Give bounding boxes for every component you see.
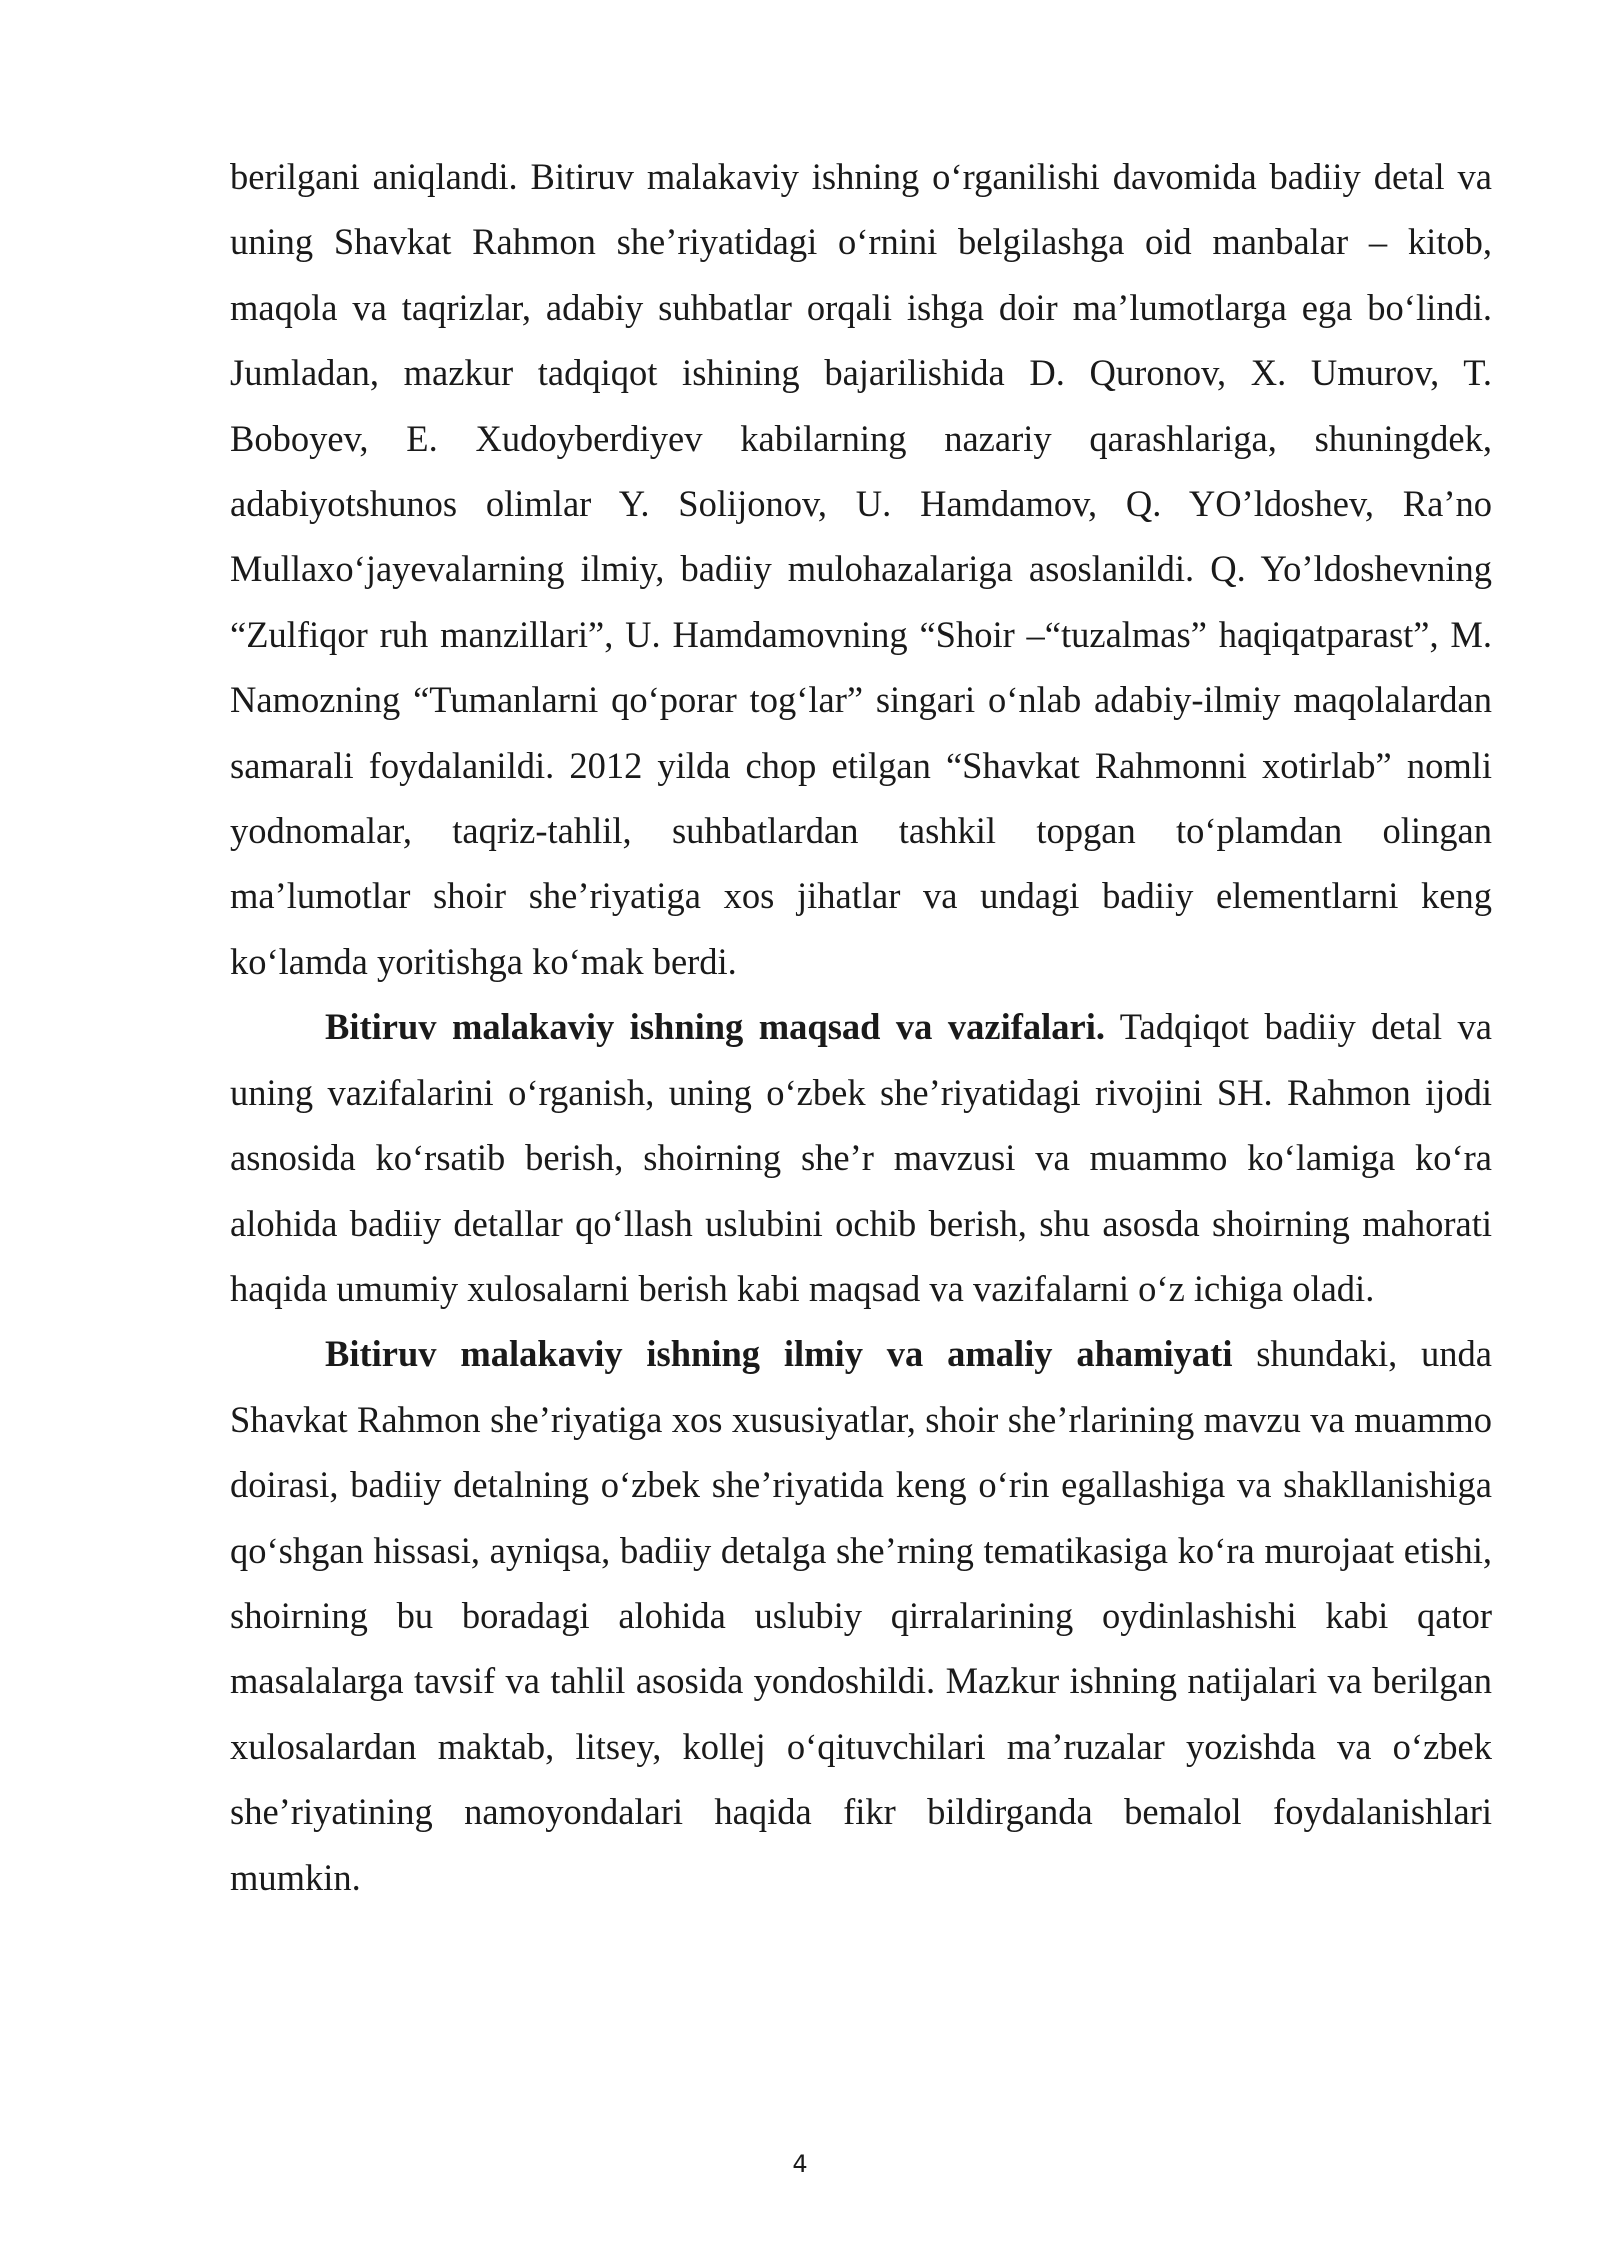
paragraph-goals — [230, 994, 1492, 1321]
paragraph-significance — [230, 1321, 1492, 1910]
paragraph-text: Tadqiqot badiiy detal va uning vazifalarini o‘rganish, uning o‘zbek she’riyatidagi rivojini SH. Rahmon ijodi asnosida ko‘rsatib berish, shoirning she’r mavzusi va muammo ko‘lamiga ko‘ra alohida badiiy detallar qo‘llash uslubini ochib berish, shu asosda shoirning mahorati haqida umumiy xulosalarni berish kabi maqsad va vazifalarni o‘z ichiga oladi. — [230, 1006, 1493, 1309]
document-body — [230, 144, 1492, 1910]
paragraph-text: berilgani aniqlandi. Bitiruv malakaviy ishning o‘rganilishi davomida badiiy detal va uning Shavkat Rahmon she’riyatidagi o‘rnini belgilashga oid manbalar – kitob, maqola va taqrizlar, adabiy suhbatlar orqali ishga doir ma’lumotlarga ega bo‘lindi. Jumladan, mazkur tadqiqot ishining bajarilishida D. Quronov, X. Umurov, T. Boboyev, E. Xudoyberdiyev kabilarning nazariy qarashlariga, shuningdek, adabiyotshunos olimlar Y. Solijonov, U. Hamdamov, Q. YO’ldoshev, Ra’no Mullaxo‘jayevalarning ilmiy, badiiy mulohazalariga asoslanildi. Q. Yo’ldoshevning “Zulfiqor ruh manzillari”, U. Hamdamovning “Shoir –“tuzalmas” haqiqatparast”, M. Namozning “Tumanlarni qo‘porar tog‘lar” singari o‘nlab adabiy-ilmiy maqolalardan samarali foydalanildi. 2012 yilda chop etilgan “Shavkat Rahmonni xotirlab” nomli yodnomalar, taqriz-tahlil, suhbatlardan tashkil topgan to‘plamdan olingan ma’lumotlar shoir she’riyatiga xos jihatlar va undagi badiiy elementlarni keng ko‘lamda yoritishga ko‘mak berdi. — [230, 156, 1492, 982]
paragraph-heading: Bitiruv malakaviy ishning maqsad va vazifalari. — [325, 1006, 1105, 1048]
paragraph-heading: Bitiruv malakaviy ishning ilmiy va amaliy ahamiyati — [325, 1333, 1233, 1375]
paragraph-continuation — [230, 144, 1492, 994]
page-number: 4 — [792, 2150, 808, 2178]
paragraph-text: shundaki, unda Shavkat Rahmon she’riyatiga xos xususiyatlar, shoir she’rlarining mavzu va muammo doirasi, badiiy detalning o‘zbek she’riyatida keng o‘rin egallashiga va shakllanishiga qo‘shgan hissasi, ayniqsa, badiiy detalga she’rning tematikasiga ko‘ra murojaat etishi, shoirning bu boradagi alohida uslubiy qirralarining oydinlashishi kabi qator masalalarga tavsif va tahlil asosida yondoshildi. Mazkur ishning natijalari va berilgan xulosalardan maktab, litsey, kollej o‘qituvchilari ma’ruzalar yozishda va o‘zbek she’riyatining namoyondalari haqida fikr bildirganda bemalol foydalanishlari mumkin. — [230, 1333, 1492, 1898]
